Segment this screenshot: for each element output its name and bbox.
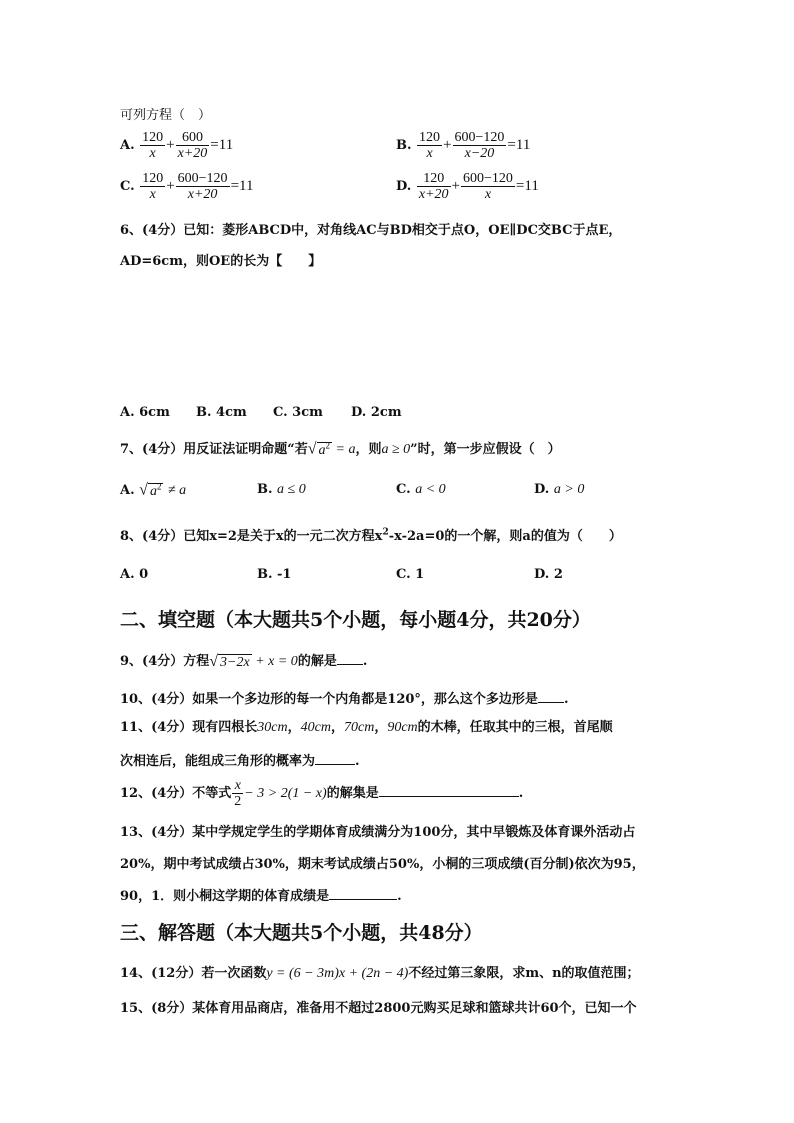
q6-option-c: C. 3cm: [273, 405, 323, 420]
q13-line3: 90，1．则小桐这学期的体育成绩是 .: [120, 889, 402, 904]
q7-option-b: B. a ≤ 0: [257, 482, 306, 497]
q11-answer-blank: [315, 752, 355, 765]
q6-option-b: B. 4cm: [196, 405, 247, 420]
q5-option-c: C. $\frac{120}{x}$ + $\frac{600-120}{x+20}$ =11: [120, 171, 254, 202]
q11-line2: 次相连后，能组成三角形的概率为 .: [120, 754, 360, 769]
q6-option-d: D. 2cm: [351, 405, 402, 420]
q5-stem: 可列方程（ ）: [120, 108, 212, 123]
q7-option-c: C. a < 0: [396, 482, 446, 497]
q10-answer-blank: [538, 690, 564, 703]
q13-answer-blank: [329, 887, 397, 900]
section-heading-solve: 三、解答题（本大题共5个小题，共48分）: [120, 922, 483, 944]
q13-line2: 20%，期中考试成绩占30%，期末考试成绩占50%，小桐的三项成绩(百分制)依次为95，: [120, 857, 645, 872]
q8-option-d: D. 2: [534, 567, 563, 582]
q12-stem: 12、(4分）不等式 $\frac{x}{2}$ − 3 > 2(1 − x)的解集是 .: [120, 778, 524, 809]
section-heading-fill-in: 二、填空题（本大题共5个小题，每小题4分，共20分）: [120, 609, 591, 631]
q15-stem: 15、(8分）某体育用品商店，准备用不超过2800元购买足球和篮球共计60个，已知一个: [120, 1001, 637, 1016]
q7-option-d: D. a > 0: [534, 482, 585, 497]
q5-option-d: D. $\frac{120}{x+20}$ + $\frac{600-120}{x}$ =11: [396, 171, 539, 202]
q8-stem: 8、(4分）已知x=2是关于x的一元二次方程$x^2-x-2a=0$的一个解，则a的值为（ ）: [120, 527, 622, 544]
q11-line1: 11、(4分）现有四根长30cm，40cm，70cm，90cm的木棒，任取其中的三根，首尾顺: [120, 720, 613, 735]
q9-stem: 9、(4分）方程√ 3−2x + x = 0的解是 .: [120, 652, 368, 670]
q10-stem: 10、(4分）如果一个多边形的每一个内角都是120°，那么这个多边形是 .: [120, 692, 569, 707]
q9-answer-blank: [337, 652, 363, 665]
q7-stem: 7、(4分）用反证法证明命题“若√ $a^2 = a$，则a ≥ 0”时，第一步应假设（ ）: [120, 440, 561, 458]
q6-line2: AD=6cm，则OE的长为【 】: [120, 254, 322, 269]
q6-option-a: A. 6cm: [120, 405, 170, 420]
q5-option-b: B. $\frac{120}{x}$ + $\frac{600-120}{x-20}$ =11: [396, 130, 531, 161]
q7-sqrt: √ $a^2$: [307, 440, 331, 458]
q8-option-a: A. 0: [120, 567, 149, 582]
q6-line1: 6、(4分）已知：菱形ABCD中，对角线AC与BD相交于点O，OE∥DC交BC于点E，: [120, 223, 622, 238]
q8-option-c: C. 1: [396, 567, 425, 582]
q13-line1: 13、(4分）某中学规定学生的学期体育成绩满分为100分，其中早锻炼及体育课外活动占: [120, 825, 636, 840]
q12-answer-blank: [379, 784, 519, 797]
q8-option-b: B. -1: [257, 567, 292, 582]
q5-option-a: A. $\frac{120}{x}$ + $\frac{600}{x+20}$ =11: [120, 130, 234, 161]
q14-stem: 14、(12分）若一次函数y = (6 − 3m)x + (2n − 4)不经过第三象限，求m、n的取值范围；: [120, 966, 640, 981]
q7-option-a: A. √ $a^2 \ne a$: [120, 481, 187, 499]
